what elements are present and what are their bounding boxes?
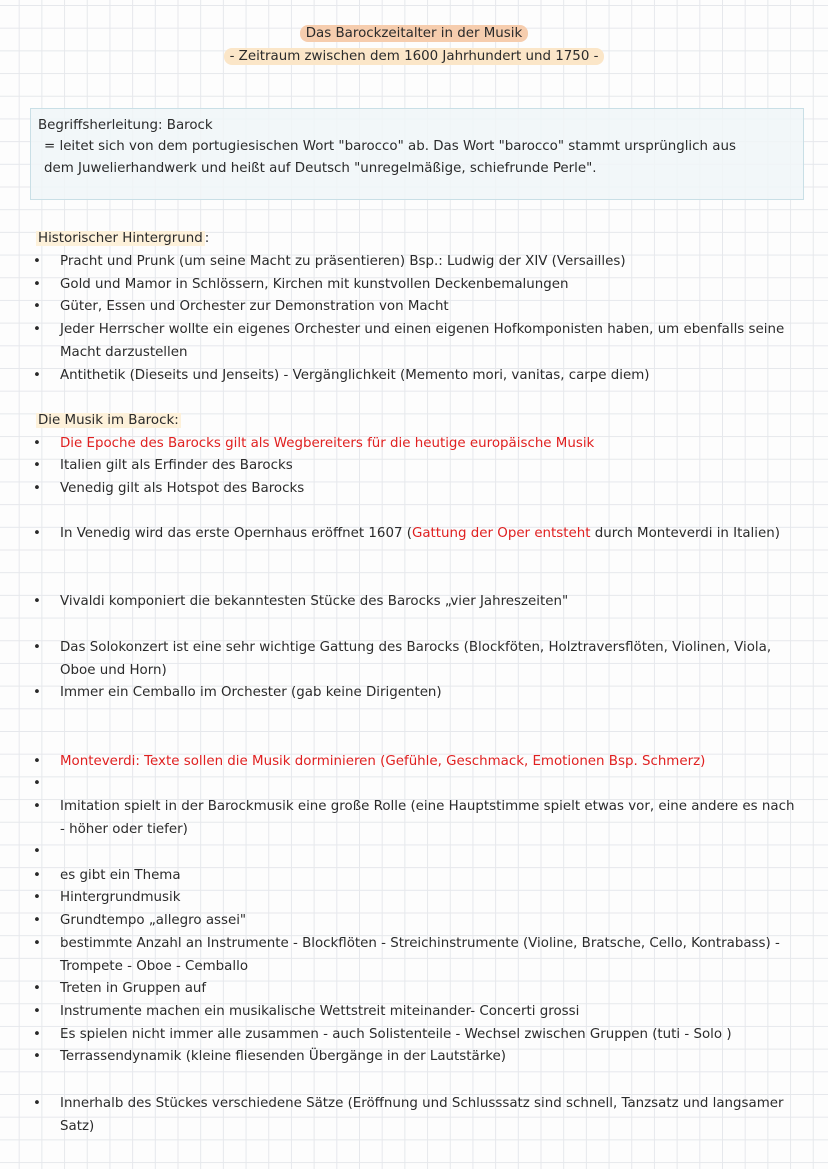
bullet-icon: • [33, 1004, 41, 1019]
list-item: Monteverdi: Texte sollen die Musik dorminieren (Gefühle, Geschmack, Emotionen Bsp. Schmerz) [60, 754, 706, 769]
list-item: Pracht und Prunk (um seine Macht zu präsentieren) Bsp.: Ludwig der XIV (Versailles) [60, 254, 626, 269]
page-title: Das Barockzeitalter in der Musik [0, 23, 828, 46]
bullet-icon: • [33, 913, 41, 928]
list-item: Imitation spielt in der Barockmusik eine große Rolle (eine Hauptstimme spielt etwas vor, eine andere es nach - höher oder tiefer) [60, 799, 795, 837]
item-text: Gattung der Oper entsteht [411, 526, 591, 541]
list-item [60, 523, 800, 546]
page-subtitle: - Zeitraum zwischen dem 1600 Jahrhundert und 1750 - [0, 46, 828, 69]
bullet-icon: • [33, 640, 41, 655]
bullet-icon: • [33, 981, 41, 996]
bullet-icon: • [33, 1096, 41, 1111]
bullet-icon: • [33, 1027, 41, 1042]
bullet-icon: • [33, 868, 41, 883]
list-item: es gibt ein Thema [60, 868, 181, 883]
bullet-icon: • [33, 844, 41, 859]
list-item: Innerhalb des Stückes verschiedene Sätze (Eröffnung und Schlusssatz sind schnell, Tanzsatz und langsamer Satz) [60, 1096, 784, 1134]
list-item: Immer ein Cemballo im Orchester (gab keine Dirigenten) [60, 685, 442, 700]
list-item: Gold und Mamor in Schlössern, Kirchen mit kunstvollen Deckenbemalungen [60, 277, 569, 292]
list-item: Die Epoche des Barocks gilt als Wegbereiters für die heutige europäische Musik [60, 436, 595, 451]
list-item: Instrumente machen ein musikalische Wettstreit miteinander- Concerti grossi [60, 1004, 580, 1019]
music-heading: Die Musik im Barock: [38, 413, 179, 428]
bullet-icon: • [33, 368, 41, 383]
list-item: Antithetik (Dieseits und Jenseits) - Vergänglichkeit (Memento mori, vanitas, carpe diem) [60, 368, 650, 383]
bullet-icon: • [33, 594, 41, 609]
item-text: durch Monteverdi in Italien) [590, 526, 780, 541]
list-item: Güter, Essen und Orchester zur Demonstration von Macht [60, 299, 449, 314]
bullet-icon: • [33, 685, 41, 700]
list-item: Italien gilt als Erfinder des Barocks [60, 458, 293, 473]
bullet-icon: • [33, 322, 41, 337]
bullet-icon: • [33, 481, 41, 496]
list-item: Grundtempo „allegro assei" [60, 913, 247, 928]
history-heading: Historischer Hintergrund : [38, 231, 210, 246]
definition-line: dem Juwelierhandwerk und heißt auf Deutsch "unregelmäßige, schiefrunde Perle". [44, 161, 597, 176]
list-item: bestimmte Anzahl an Instrumente - Blockflöten - Streichinstrumente (Violine, Bratsche, Cello, Kontrabass) - Trompete - Oboe - Cemballo [60, 936, 780, 974]
list-item: Das Solokonzert ist eine sehr wichtige Gattung des Barocks (Blockföten, Holztraversflöten, Violinen, Viola, Oboe und Horn) [60, 640, 772, 678]
bullet-icon: • [33, 299, 41, 314]
bullet-icon: • [33, 1049, 41, 1064]
definition-line: = leitet sich von dem portugiesischen Wort "barocco" ab. Das Wort "barocco" stammt ursprünglich aus [44, 139, 736, 154]
bullet-icon: • [33, 436, 41, 451]
list-item: Es spielen nicht immer alle zusammen - auch Solistenteile - Wechsel zwischen Gruppen (tuti - Solo ) [60, 1027, 732, 1042]
list-item: Jeder Herrscher wollte ein eigenes Orchester und einen eigenen Hofkomponisten haben, um ebenfalls seine Macht darzustellen [60, 322, 785, 360]
definition-heading: Begriffsherleitung: Barock [38, 118, 213, 133]
list-item: Terrassendynamik (kleine fliesenden Übergänge in der Lautstärke) [60, 1049, 506, 1064]
bullet-icon: • [33, 776, 41, 791]
item-text: In Venedig wird das erste Opernhaus eröffnet 1607 ( [60, 526, 412, 541]
list-item: Treten in Gruppen auf [60, 981, 207, 996]
bullet-icon: • [33, 458, 41, 473]
bullet-icon: • [33, 754, 41, 769]
list-item: Hintergrundmusik [60, 890, 181, 905]
bullet-icon: • [33, 936, 41, 951]
bullet-icon: • [33, 890, 41, 905]
list-item: Venedig gilt als Hotspot des Barocks [60, 481, 305, 496]
bullet-icon: • [33, 799, 41, 814]
list-item: Vivaldi komponiert die bekanntesten Stücke des Barocks „vier Jahreszeiten" [60, 594, 569, 609]
bullet-icon: • [33, 526, 41, 541]
bullet-icon: • [33, 277, 41, 292]
bullet-icon: • [33, 254, 41, 269]
